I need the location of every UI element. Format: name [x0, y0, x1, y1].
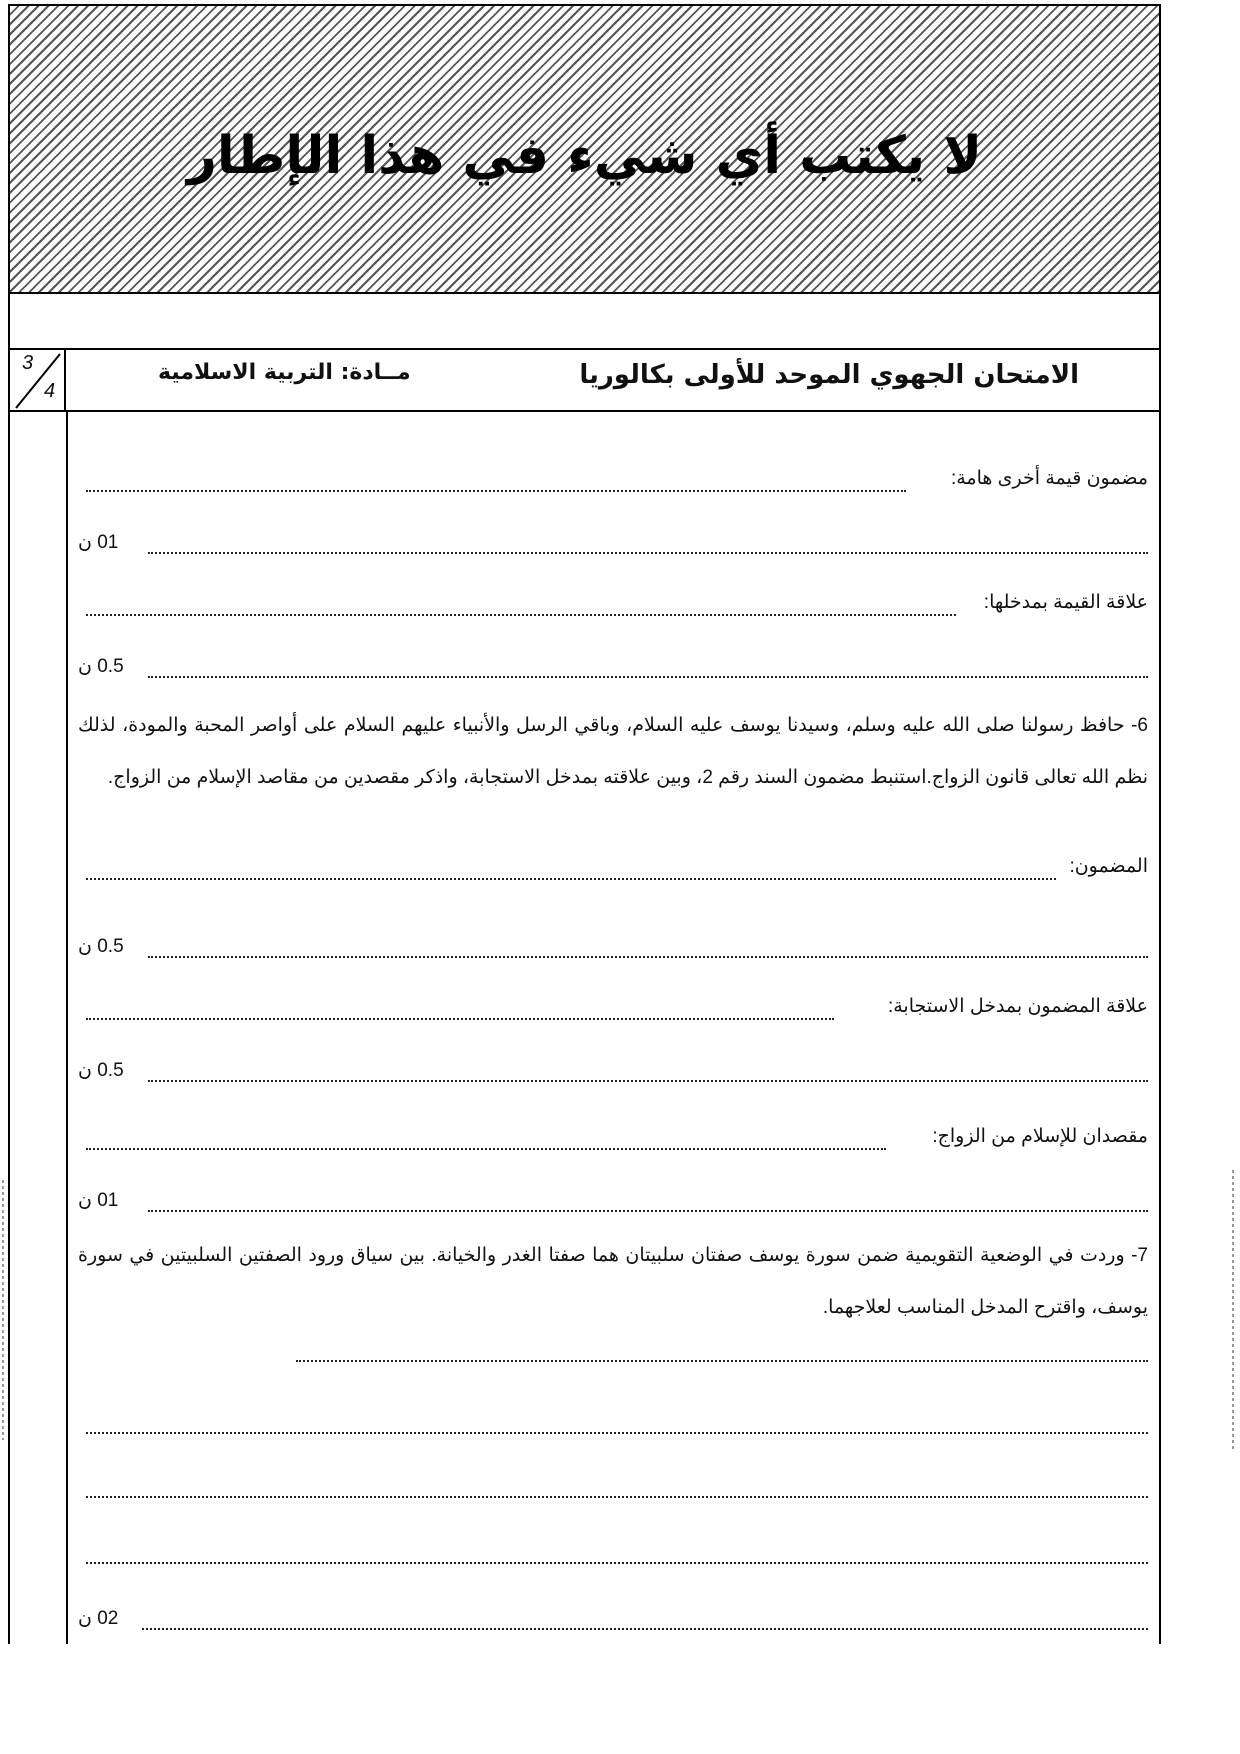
line-label: مقصدان للإسلام من الزواج:	[932, 1126, 1148, 1147]
exam-title: الامتحان الجهوي الموحد للأولى بكالوريا	[579, 360, 1079, 390]
answer-line-score-05	[78, 1056, 1148, 1086]
answer-line-score-05	[78, 932, 1148, 962]
dotted-answer-line[interactable]	[86, 1562, 1148, 1564]
dotted-answer-line[interactable]	[148, 676, 1148, 678]
exam-header	[8, 350, 1161, 412]
dotted-answer-line[interactable]	[148, 1080, 1148, 1082]
answer-line-score-01	[78, 528, 1148, 558]
answer-line-content	[78, 854, 1148, 884]
dotted-answer-line[interactable]	[86, 1148, 886, 1150]
page-number-box	[8, 350, 66, 412]
page-current: 3	[22, 352, 34, 374]
dotted-answer-line[interactable]	[86, 1432, 1148, 1434]
page-fraction-slash	[8, 350, 66, 412]
answer-line-value-relation	[78, 590, 1148, 620]
question-7: 7- وردت في الوضعية التقويمية ضمن سورة يوسف صفتان سلبيتان هما صفتا الغدر والخيانة. بين سياق ورود الصفتين السلبيتين في سورة يوسف، واقترح المدخل المناسب لعلاجهما.	[78, 1245, 1148, 1318]
answer-line-blank	[78, 1472, 1148, 1502]
no-write-notice: لا يكتب أي شيء في هذا الإطار	[186, 126, 983, 186]
subject-label: مــادة: التربية الاسلامية	[158, 360, 411, 385]
score-label: 02 ن	[78, 1608, 119, 1629]
answer-line-other-value	[78, 466, 1148, 496]
dotted-answer-line[interactable]	[86, 1018, 834, 1020]
blank-strip	[8, 294, 1161, 350]
dotted-answer-line[interactable]	[148, 956, 1148, 958]
no-write-frame	[8, 4, 1161, 294]
score-label: 01 ن	[78, 1190, 119, 1211]
answer-line-score-02	[78, 1604, 1148, 1634]
dotted-answer-line[interactable]	[86, 614, 956, 616]
question-6: 6- حافظ رسولنا صلى الله عليه وسلم، وسيدنا يوسف عليه السلام، وباقي الرسل والأنبياء عليهم السلام على أواصر المحبة والمودة، لذلك نظم الله تعالى قانون الزواج.استنبط مضمون السند رقم 2، وبين علاقته بمدخل الاستجابة، واذكر مقصدين من مقاصد الإسلام من الزواج.	[78, 715, 1148, 788]
answer-line-blank	[78, 1538, 1148, 1568]
dotted-answer-line[interactable]	[86, 490, 906, 492]
score-label: 0.5 ن	[78, 936, 124, 957]
page-total: 4	[44, 380, 56, 402]
dotted-answer-line[interactable]	[296, 1360, 1148, 1362]
line-label: علاقة القيمة بمدخلها:	[983, 592, 1148, 613]
dotted-answer-line[interactable]	[148, 552, 1148, 554]
dotted-answer-line[interactable]	[148, 1210, 1148, 1212]
score-label: 0.5 ن	[78, 656, 124, 677]
answer-line-marriage-goals	[78, 1124, 1148, 1154]
line-label: مضمون قيمة أخرى هامة:	[950, 468, 1148, 489]
scan-edge-left	[2, 1180, 4, 1440]
dotted-answer-line[interactable]	[86, 1496, 1148, 1498]
dotted-answer-line[interactable]	[86, 878, 1056, 880]
answer-line-blank	[78, 1336, 1148, 1366]
line-label: المضمون:	[1069, 856, 1148, 877]
score-label: 0.5 ن	[78, 1060, 124, 1081]
answer-line-score-01	[78, 1186, 1148, 1216]
left-margin-column	[8, 412, 66, 1644]
answer-line-blank	[78, 1408, 1148, 1438]
scan-edge-right	[1232, 1170, 1234, 1450]
answer-line-response-relation	[78, 994, 1148, 1024]
score-label: 01 ن	[78, 532, 119, 553]
line-label: علاقة المضمون بمدخل الاستجابة:	[887, 996, 1148, 1017]
dotted-answer-line[interactable]	[142, 1628, 1148, 1630]
answer-line-score-05	[78, 652, 1148, 682]
